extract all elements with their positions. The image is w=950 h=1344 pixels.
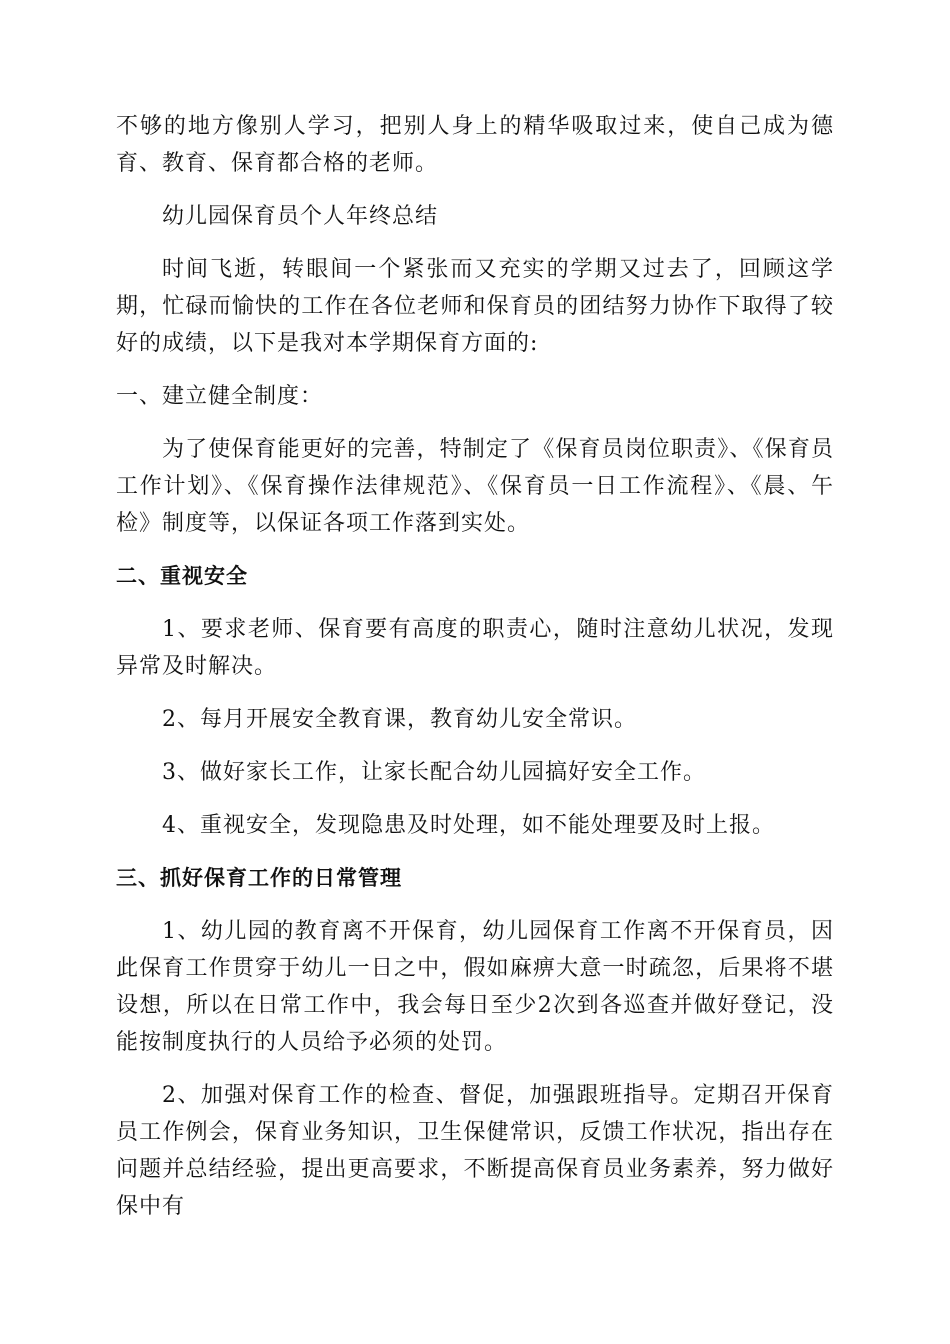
intro-paragraph: 不够的地方像别人学习，把别人身上的精华吸取过来，使自己成为德育、教育、保育都合格的老师。 — [116, 114, 834, 176]
section2-item-4: 4、重视安全，发现隐患及时处理，如不能处理要及时上报。 — [162, 813, 775, 838]
document-title: 幼儿园保育员个人年终总结 — [162, 204, 439, 229]
section2-item-1: 1、要求老师、保育要有高度的职责心，随时注意幼儿状况，发现异常及时解决。 — [116, 617, 834, 679]
section1-heading: 一、建立健全制度： — [116, 384, 324, 409]
section2-item-2: 2、每月开展安全教育课，教育幼儿安全常识。 — [162, 707, 637, 732]
section1-paragraph: 为了使保育能更好的完善，特制定了《保育员岗位职责》、《保育员工作计划》、《保育操作法律规范》、《保育员一日工作流程》、《晨、午检》制度等，以保证各项工作落到实处。 — [116, 437, 834, 536]
opening-paragraph: 时间飞逝，转眼间一个紧张而又充实的学期又过去了，回顾这学期，忙碌而愉快的工作在各位老师和保育员的团结努力协作下取得了较好的成绩，以下是我对本学期保育方面的: — [116, 257, 834, 356]
section2-heading: 二、重视安全 — [116, 564, 248, 588]
document-body — [116, 108, 834, 1241]
section3-item-2: 2、加强对保育工作的检查、督促，加强跟班指导。定期召开保育员工作例会，保育业务知识，卫生保健常识，反馈工作状况，指出存在问题并总结经验，提出更高要求，不断提高保育员业务素养，努力做好保中有 — [116, 1083, 834, 1219]
section2-item-3: 3、做好家长工作，让家长配合幼儿园搞好安全工作。 — [162, 760, 706, 785]
section3-item-1: 1、幼儿园的教育离不开保育，幼儿园保育工作离不开保育员，因此保育工作贯穿于幼儿一日之中，假如麻痹大意一时疏忽，后果将不堪设想，所以在日常工作中，我会每日至少2次到各巡查并做好登记，没能按制度执行的人员给予必须的处罚。 — [116, 919, 834, 1055]
section3-heading: 三、抓好保育工作的日常管理 — [116, 866, 402, 890]
